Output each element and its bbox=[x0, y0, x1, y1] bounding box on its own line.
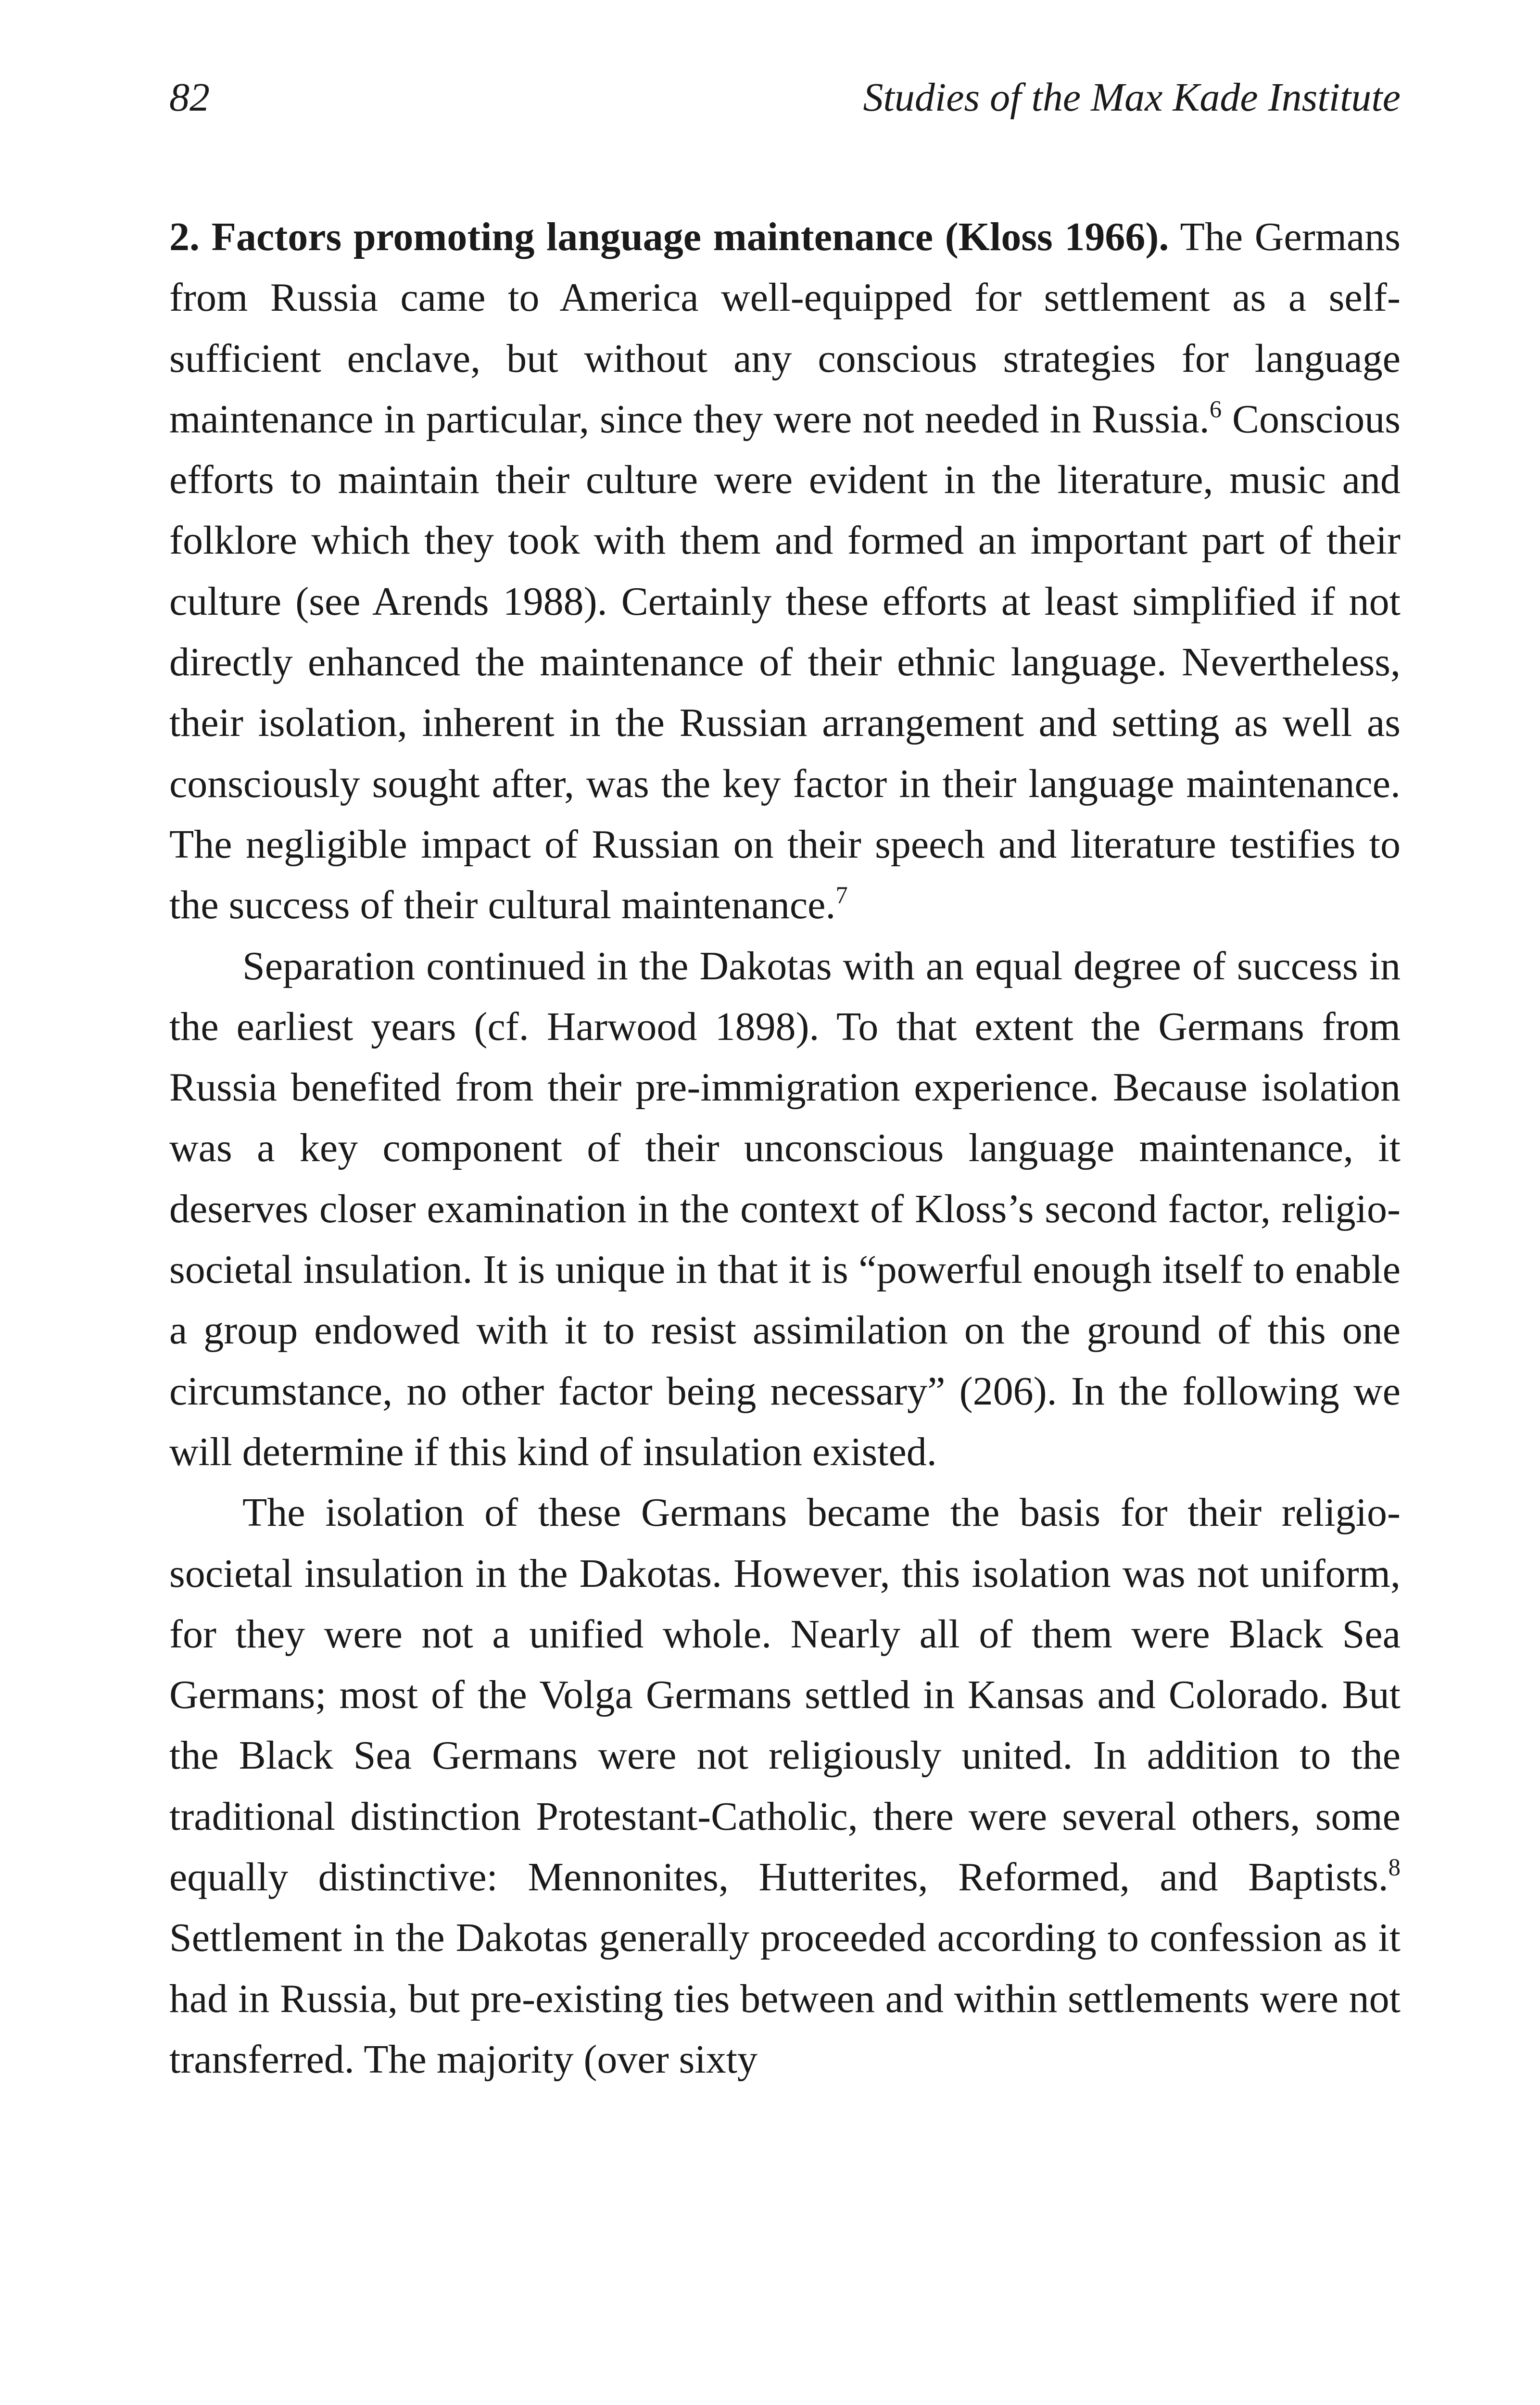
paragraph-3 bbox=[169, 1482, 1401, 2090]
paragraph-1-text-b: Conscious efforts to maintain their culture were evident in the literature, music and folklore which they took with them and formed an important part of their culture (see Arends 1988). Certainly these efforts at least simplified if not directly enhanced the maintenance of their ethnic language. Nevertheless, their isolation, inherent in the Russian arrangement and setting as well as consciously sought after, was the key factor in their language maintenance. The negligible impact of Russian on their speech and literature testifies to the success of their cultural maintenance. bbox=[169, 396, 1401, 928]
footnote-ref-7: 7 bbox=[835, 882, 848, 909]
journal-title: Studies of the Max Kade Institute bbox=[863, 75, 1401, 120]
body-text bbox=[169, 207, 1401, 2090]
page-number: 82 bbox=[169, 75, 210, 120]
paragraph-1-text-a: The Germans from Russia came to America well-equipped for settlement as a self-sufficient enclave, but without any conscious strategies for language maintenance in particular, since they were not needed in Russia. bbox=[169, 215, 1401, 442]
footnote-ref-6: 6 bbox=[1209, 395, 1222, 423]
paragraph-3-text-a: The isolation of these Germans became the basis for their religio-societal insulation in the Dakotas. However, this isolation was not uniform, for they were not a unified whole. Nearly all of them were Black Sea Germans; most of the Volga Germans settled in Kansas and Colorado. But the Black Sea Germans were not religiously united. In addition to the traditional distinction Protestant-Catholic, there were several others, some equally distinctive: Mennonites, Hutterites, Reformed, and Baptists. bbox=[169, 1490, 1401, 1900]
paragraph-1 bbox=[169, 207, 1401, 936]
section-heading: 2. Factors promoting language maintenance (Kloss 1966). bbox=[169, 215, 1169, 259]
paragraph-3-text-b: Settlement in the Dakotas generally proceeded according to confession as it had in Russia, but pre-existing ties between and within settlements were not transferred. The majority (over sixty bbox=[169, 1915, 1401, 2082]
footnote-ref-8: 8 bbox=[1388, 1853, 1401, 1881]
running-head bbox=[169, 66, 1401, 129]
paragraph-2: Separation continued in the Dakotas with an equal degree of success in the earliest years (cf. Harwood 1898). To that extent the Germans from Russia benefited from their pre-immigration experience. Because isolation was a key component of their unconscious language maintenance, it deserves closer examination in the context of Kloss’s second factor, religio-societal insulation. It is unique in that it is “powerful enough itself to enable a group endowed with it to resist assimilation on the ground of this one circumstance, no other factor being necessary” (206). In the following we will determine if this kind of insulation existed. bbox=[169, 943, 1401, 1474]
